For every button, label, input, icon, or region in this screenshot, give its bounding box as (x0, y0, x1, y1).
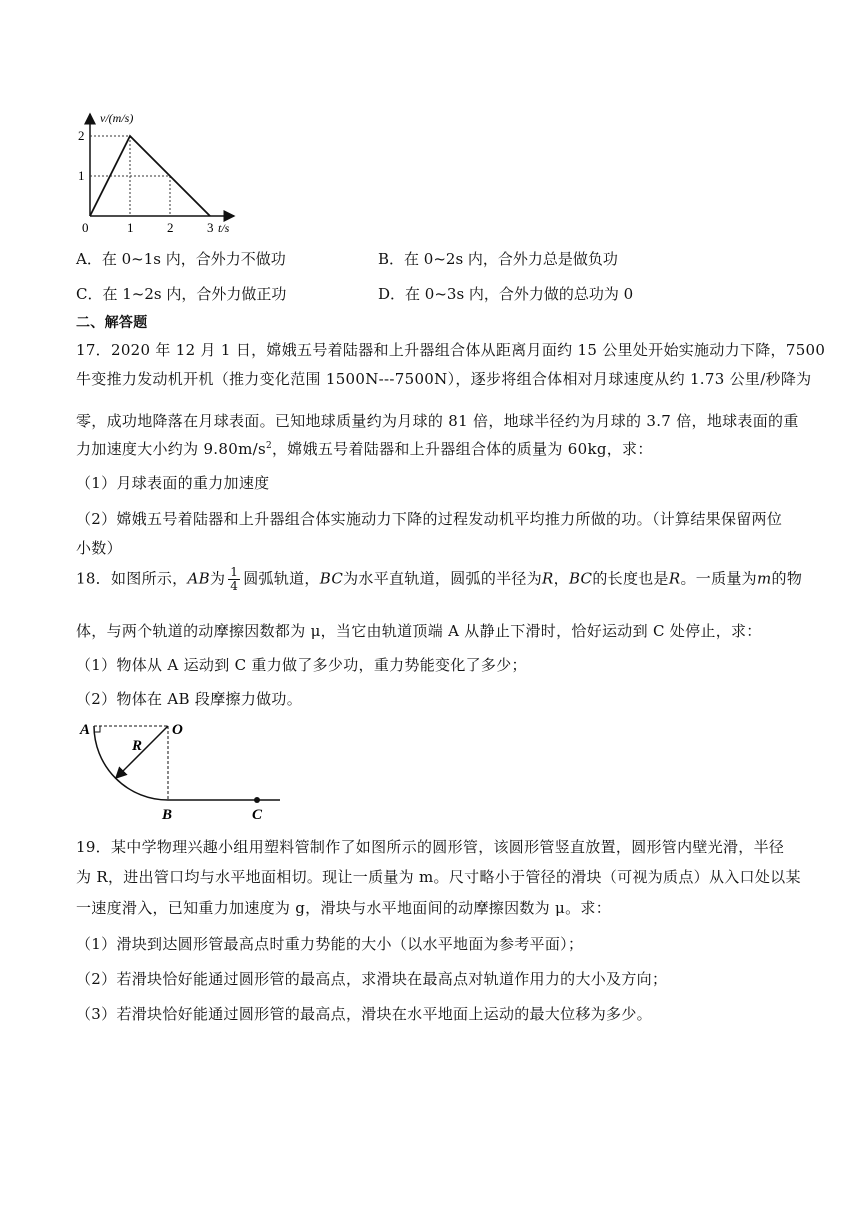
q17-line4 (76, 438, 653, 459)
q17-sub2-cont: 小数） (76, 539, 122, 557)
q18-mid5: 。一质量为 (680, 569, 757, 588)
fraction-numerator: 1 (230, 565, 239, 579)
q18-mid3: ， (553, 569, 569, 588)
x-tick-3: 3 (207, 220, 214, 235)
q18-mid1: 圆弧轨道， (243, 569, 320, 588)
point-c-dot (254, 797, 260, 803)
option-d: D．在 0~3s 内，合外力做的总功为 0 (378, 285, 634, 303)
q19-sub3: （3）若滑块恰好能通过圆形管的最高点，滑块在水平地面上运动的最大位移为多少。 (76, 1005, 652, 1023)
q18-mid2: 为水平直轨道，圆弧的半径为 (343, 569, 543, 588)
q18-mid6: 的物 (771, 569, 803, 588)
q18-ab: AB (187, 569, 210, 588)
q17-line4-b: ，嫦娥五号着陆器和上升器组合体的质量为 60kg，求： (271, 440, 653, 458)
q17-sub1: （1）月球表面的重力加速度 (76, 474, 270, 492)
q18-line2: 体，与两个轨道的动摩擦因数都为 μ，当它由轨道顶端 A 从静止下滑时，恰好运动到 C 处停止，求： (76, 622, 762, 640)
fraction-denominator: 4 (230, 579, 239, 593)
label-o: O (172, 722, 183, 738)
option-a: A．在 0~1s 内，合外力不做功 (76, 250, 286, 268)
q19-line2: 为 R，进出管口均与水平地面相切。现让一质量为 m。尺寸略小于管径的滑块（可视为质点）从入口处以某 (76, 868, 801, 886)
q17-sub2: （2）嫦娥五号着陆器和上升器组合体实施动力下降的过程发动机平均推力所做的功。（计算结果保留两位 (76, 510, 783, 528)
q17-line2: 牛变推力发动机开机（推力变化范围 1500N---7500N），逐步将组合体相对月球速度从约 1.73 公里/秒降为 (76, 370, 812, 388)
origin-label: 0 (82, 220, 89, 235)
section-title: 二、解答题 (76, 315, 148, 331)
q18-r: R (542, 569, 554, 588)
option-c: C．在 1~2s 内，合外力做正功 (76, 285, 287, 303)
q19-sub1: （1）滑块到达圆形管最高点时重力势能的大小（以水平地面为参考平面）； (76, 935, 584, 953)
q17-line4-sup: 2 (265, 441, 272, 451)
x-axis-label: t/s (218, 221, 230, 235)
y-axis-label: v/(m/s) (100, 111, 134, 125)
x-tick-1: 1 (127, 220, 134, 235)
y-tick-1: 1 (78, 168, 85, 183)
x-tick-2: 2 (167, 220, 174, 235)
q19-line1: 19．某中学物理兴趣小组用塑料管制作了如图所示的圆形管，该圆形管竖直放置，圆形管内壁光滑，半径 (76, 838, 785, 856)
option-b: B．在 0~2s 内，合外力总是做负功 (378, 250, 618, 268)
q17-line4-a: 力加速度大小约为 9.80m/s (76, 440, 266, 458)
q18-bc: BC (319, 569, 344, 588)
q18-is: 为 (209, 569, 226, 588)
label-c: C (252, 807, 263, 823)
label-r: R (132, 738, 143, 754)
q18-m: m (756, 569, 772, 588)
q17-line3: 零，成功地降落在月球表面。已知地球质量约为月球的 81 倍，地球半径约为月球的 3.7 倍，地球表面的重 (76, 412, 799, 430)
q18-sub1: （1）物体从 A 运动到 C 重力做了多少功，重力势能变化了多少； (76, 656, 527, 674)
q18-r2: R (668, 569, 681, 588)
track-diagram (76, 716, 288, 824)
quarter-fraction (228, 566, 240, 593)
q18-line1 (76, 566, 802, 593)
q19-line3: 一速度滑入，已知重力加速度为 g，滑块与水平地面间的动摩擦因数为 μ。求： (76, 899, 611, 917)
label-b: B (162, 807, 173, 823)
vt-graph (76, 108, 246, 238)
q18-mid4: 的长度也是 (592, 569, 669, 588)
q18-prefix: 18．如图所示， (76, 569, 188, 588)
q19-sub2: （2）若滑块恰好能通过圆形管的最高点，求滑块在最高点对轨道作用力的大小及方向； (76, 970, 668, 988)
q18-bc2: BC (568, 569, 593, 588)
q17-line1: 17．2020 年 12 月 1 日，嫦娥五号着陆器和上升器组合体从距离月面约 15 公里处开始实施动力下降，7500 (76, 341, 826, 359)
y-tick-2: 2 (78, 128, 85, 143)
q18-sub2: （2）物体在 AB 段摩擦力做功。 (76, 690, 303, 708)
label-a: A (80, 722, 91, 738)
